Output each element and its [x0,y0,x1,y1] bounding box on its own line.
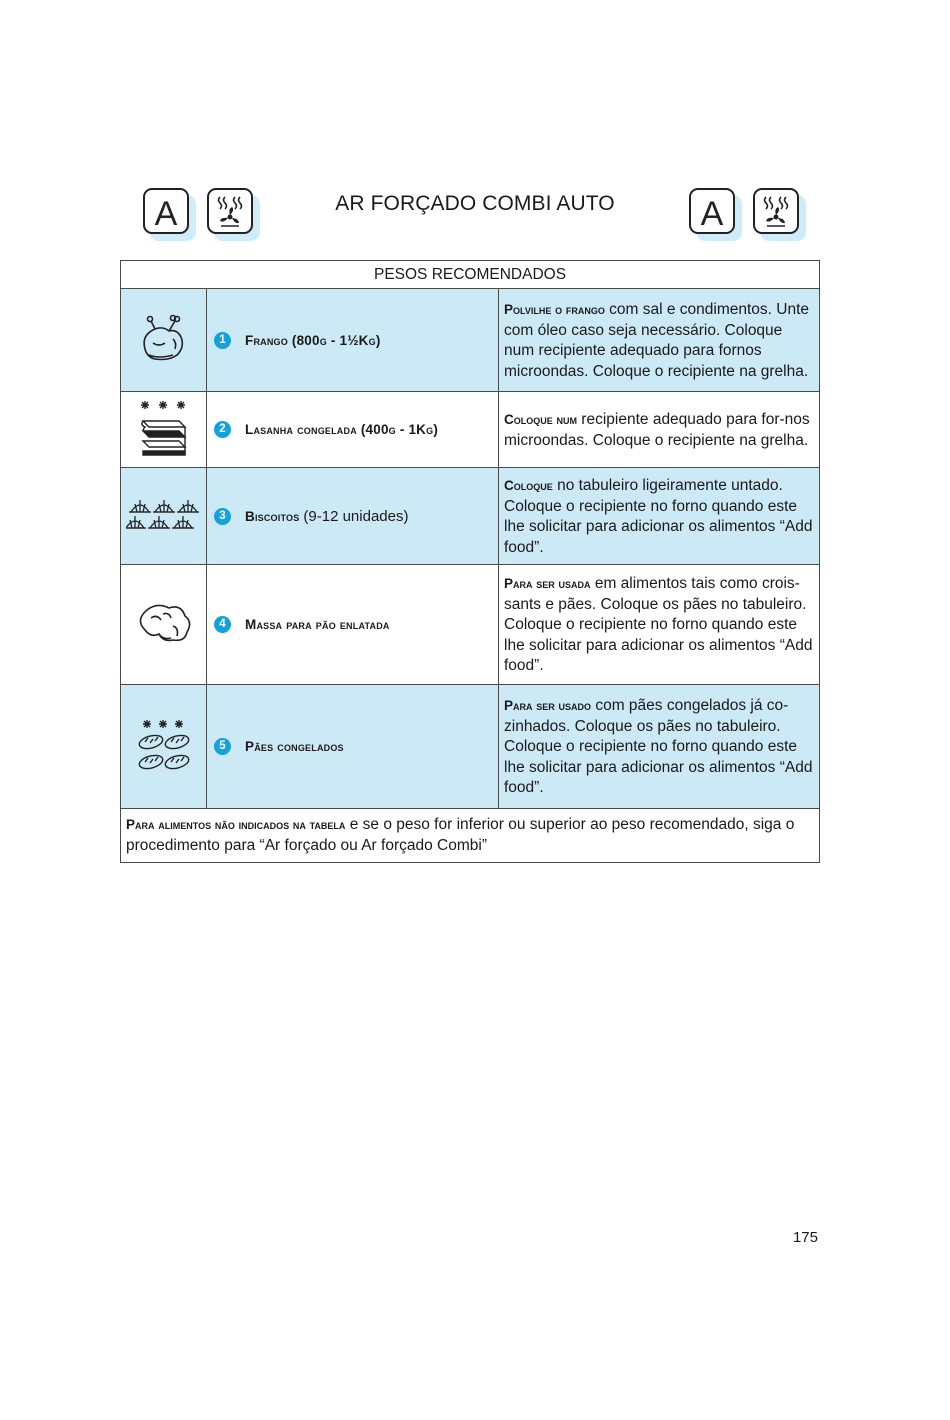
page-number: 175 [792,1229,818,1246]
instruction-text: com sal e condimentos. Unte com óleo caso seja necessário. Coloque num recipiente adequado para fornos microondas. Coloque o recipiente na grelha. [504,301,810,380]
item-number-badge: 5 [214,738,231,755]
food-name: Lasanha congelada (400g - 1Kg) [245,422,439,437]
food-instructions [499,468,820,565]
frozen-lasagna-icon [133,421,195,438]
instruction-lead: Coloque [504,478,553,493]
instruction-text: no tabuleiro ligeiramente untado. Coloque o recipiente no forno quando este lhe solicitar para adicionar os alimentos “Add food”. [504,477,813,556]
forced-air-fan-icon [753,188,799,234]
food-instructions [499,289,820,392]
item-number-badge: 4 [214,616,231,633]
food-instructions [499,685,820,809]
instruction-lead: Para ser usado [504,698,592,714]
svg-text:A: A [700,195,724,233]
food-name-cell [207,685,499,809]
table-footer-note [121,809,820,863]
table-row [121,468,820,565]
instruction-text: recipiente adequado para for-nos microondas. Coloque o recipiente na grelha. [504,411,810,449]
food-icon-cell [121,468,207,565]
food-instructions [499,565,820,685]
frozen-bread-icon [133,738,195,755]
food-name-cell [207,392,499,468]
food-name: Pães congelados [245,739,344,754]
page-title: AR FORÇADO COMBI AUTO [335,192,615,215]
item-number-badge: 3 [214,508,231,525]
table-row [121,392,820,468]
item-number-badge: 1 [214,332,231,349]
food-name: Biscoitos [245,508,300,524]
food-name: Massa para pão enlatada [245,617,390,632]
svg-text:A: A [154,195,178,233]
chicken-icon [133,331,195,348]
instruction-text: em alimentos tais como crois-sants e pães. Coloque os pães no tabuleiro. Coloque o recipiente no forno quando este lhe solicitar para adicionar os alimentos “Add food”. [504,575,813,675]
auto-mode-a-icon [689,188,735,234]
instruction-lead: Coloque num [504,412,577,427]
food-name-cell [207,565,499,685]
food-icon-cell [121,565,207,685]
food-instructions [499,392,820,468]
table-row [121,565,820,685]
table-row [121,685,820,809]
food-quantity: (9-12 unidades) [303,507,409,525]
cookies-icon [126,507,202,524]
footer-text: e se o peso for inferior ou superior ao peso recomendado, siga o procedimento para “Ar forçado ou Ar forçado Combi” [126,816,795,854]
food-name-cell [207,289,499,392]
table-row [121,289,820,392]
recommended-weights-table [120,260,820,863]
table-footer-row [121,809,820,863]
footer-lead: Para alimentos não indicados na tabela [126,817,346,832]
instruction-lead: Polvilhe o frango [504,302,605,317]
canned-dough-icon [133,616,195,633]
instruction-text: com pães congelados já co-zinhados. Coloque os pães no tabuleiro. Coloque o recipiente no forno quando este lhe solicitar para adicionar os alimentos “Add food”. [504,697,813,797]
food-icon-cell [121,392,207,468]
food-icon-cell [121,289,207,392]
food-name: Frango (800g - 1½Kg) [245,332,381,348]
table-header: PESOS RECOMENDADOS [121,261,820,289]
item-number-badge: 2 [214,421,231,438]
page-header [0,182,950,238]
instruction-lead: Para ser usada [504,576,591,592]
food-name-cell [207,468,499,565]
food-icon-cell [121,685,207,809]
